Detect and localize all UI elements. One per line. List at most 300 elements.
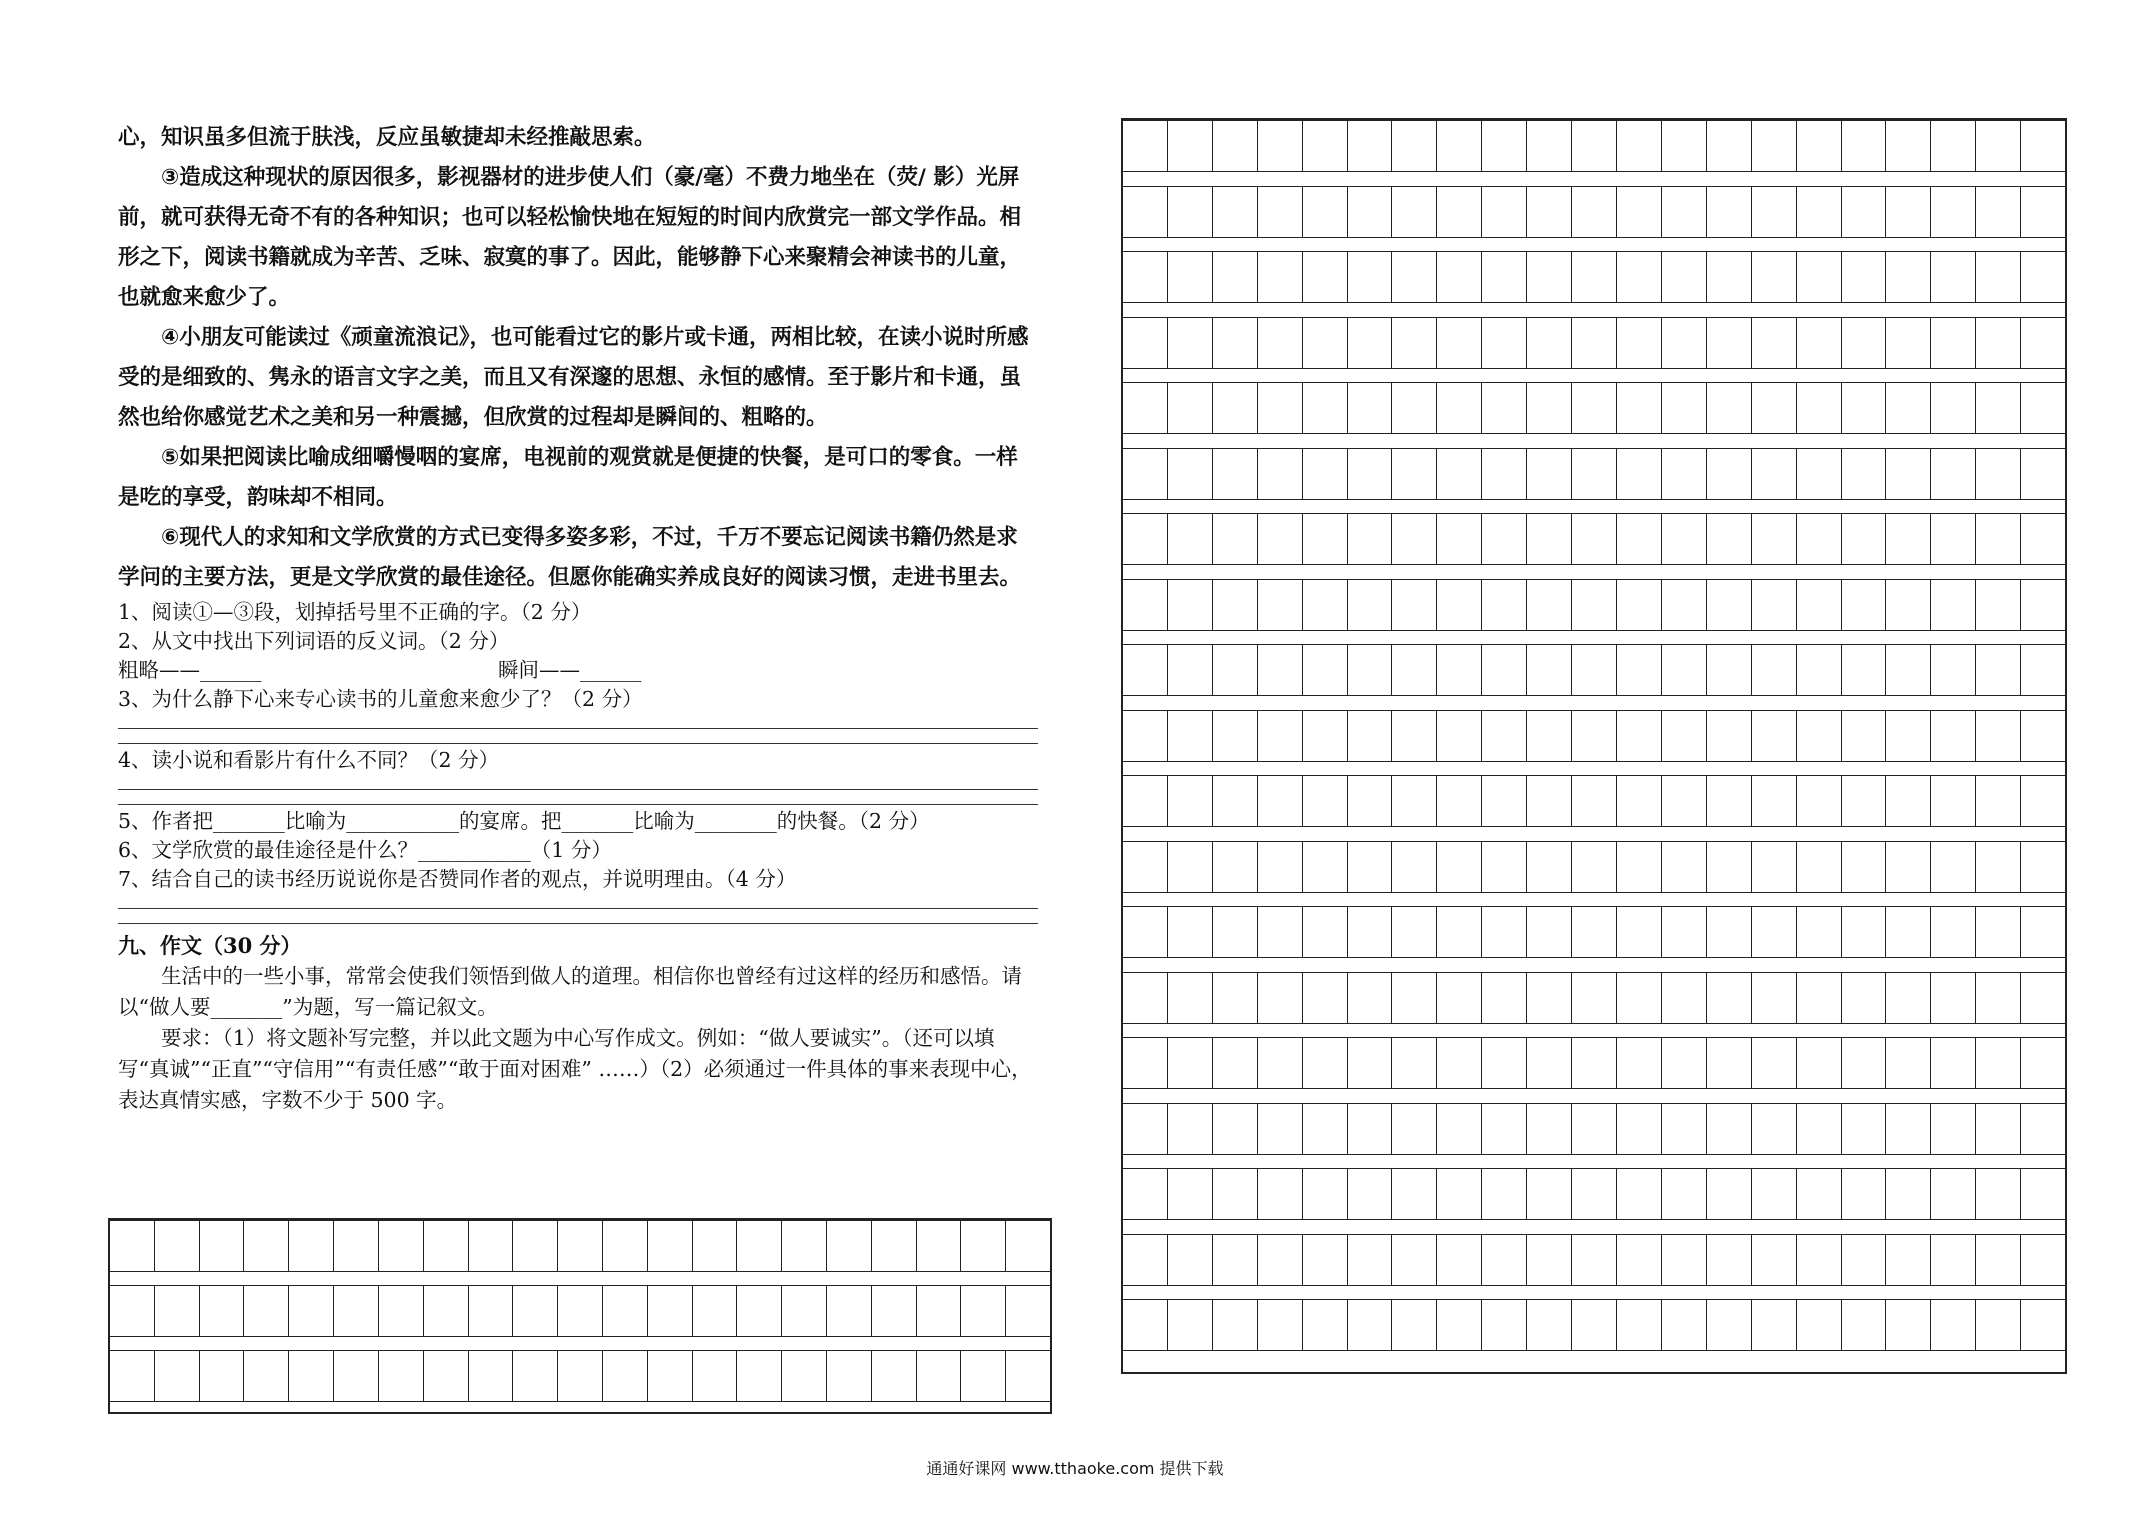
grid-cell[interactable]: [1392, 318, 1437, 368]
grid-cell[interactable]: [1842, 383, 1887, 433]
grid-cell[interactable]: [1437, 1104, 1482, 1154]
grid-cell[interactable]: [155, 1221, 200, 1271]
grid-cell[interactable]: [2021, 1300, 2065, 1350]
grid-cell[interactable]: [1707, 383, 1752, 433]
grid-cell[interactable]: [1303, 1038, 1348, 1088]
grid-cell[interactable]: [1123, 187, 1168, 237]
grid-cell[interactable]: [1348, 383, 1393, 433]
grid-cell[interactable]: [1348, 187, 1393, 237]
grid-cell[interactable]: [1842, 187, 1887, 237]
antonym-blank-1[interactable]: 粗略——______: [118, 658, 262, 682]
grid-cell[interactable]: [1976, 383, 2021, 433]
grid-cell[interactable]: [1527, 252, 1572, 302]
grid-cell[interactable]: [1392, 1235, 1437, 1285]
grid-cell[interactable]: [2021, 580, 2065, 630]
grid-cell[interactable]: [872, 1351, 917, 1401]
grid-cell[interactable]: [1572, 580, 1617, 630]
grid-cell[interactable]: [1707, 1038, 1752, 1088]
grid-cell[interactable]: [1752, 907, 1797, 957]
grid-cell[interactable]: [1527, 1235, 1572, 1285]
grid-cell[interactable]: [1662, 580, 1707, 630]
grid-cell[interactable]: [1258, 1235, 1303, 1285]
grid-cell[interactable]: [917, 1221, 962, 1271]
grid-cell[interactable]: [1931, 1104, 1976, 1154]
grid-cell[interactable]: [1303, 514, 1348, 564]
grid-cell[interactable]: [1752, 842, 1797, 892]
grid-cell[interactable]: [1931, 187, 1976, 237]
grid-cell[interactable]: [1303, 776, 1348, 826]
grid-cell[interactable]: [1303, 711, 1348, 761]
essay-grid-right[interactable]: [1121, 118, 2067, 1374]
grid-cell[interactable]: [1168, 1169, 1213, 1219]
grid-cell[interactable]: [1886, 1235, 1931, 1285]
grid-cell[interactable]: [1707, 514, 1752, 564]
grid-cell[interactable]: [1213, 1235, 1258, 1285]
grid-cell[interactable]: [1348, 252, 1393, 302]
grid-cell[interactable]: [1392, 383, 1437, 433]
grid-cell[interactable]: [1572, 1104, 1617, 1154]
grid-cell[interactable]: [1842, 252, 1887, 302]
grid-cell[interactable]: [1123, 449, 1168, 499]
grid-cell[interactable]: [1348, 711, 1393, 761]
grid-cell[interactable]: [1527, 907, 1572, 957]
grid-cell[interactable]: [1662, 1038, 1707, 1088]
grid-cell[interactable]: [1662, 1300, 1707, 1350]
grid-cell[interactable]: [1842, 514, 1887, 564]
grid-cell[interactable]: [1123, 580, 1168, 630]
grid-cell[interactable]: [2021, 187, 2065, 237]
grid-cell[interactable]: [334, 1221, 379, 1271]
grid-cell[interactable]: [1662, 973, 1707, 1023]
grid-cell[interactable]: [1662, 383, 1707, 433]
grid-cell[interactable]: [1123, 973, 1168, 1023]
grid-cell[interactable]: [1348, 1038, 1393, 1088]
grid-cell[interactable]: [1662, 645, 1707, 695]
grid-cell[interactable]: [1931, 1300, 1976, 1350]
grid-cell[interactable]: [1886, 1300, 1931, 1350]
grid-cell[interactable]: [1392, 514, 1437, 564]
grid-cell[interactable]: [1348, 1104, 1393, 1154]
grid-cell[interactable]: [1348, 973, 1393, 1023]
grid-cell[interactable]: [1797, 711, 1842, 761]
grid-cell[interactable]: [1482, 121, 1527, 171]
grid-cell[interactable]: [1797, 1038, 1842, 1088]
grid-cell[interactable]: [648, 1286, 693, 1336]
grid-cell[interactable]: [1392, 842, 1437, 892]
grid-cell[interactable]: [1842, 1038, 1887, 1088]
grid-cell[interactable]: [2021, 973, 2065, 1023]
grid-cell[interactable]: [1662, 907, 1707, 957]
grid-cell[interactable]: [1707, 1104, 1752, 1154]
grid-cell[interactable]: [1886, 711, 1931, 761]
grid-cell[interactable]: [1213, 1300, 1258, 1350]
grid-cell[interactable]: [1886, 121, 1931, 171]
grid-cell[interactable]: [1752, 1300, 1797, 1350]
grid-cell[interactable]: [1931, 907, 1976, 957]
grid-cell[interactable]: [737, 1286, 782, 1336]
grid-cell[interactable]: [1348, 318, 1393, 368]
grid-cell[interactable]: [200, 1351, 245, 1401]
grid-cell[interactable]: [1931, 1169, 1976, 1219]
grid-cell[interactable]: [1258, 514, 1303, 564]
grid-cell[interactable]: [1437, 776, 1482, 826]
grid-cell[interactable]: [1976, 1300, 2021, 1350]
grid-cell[interactable]: [961, 1351, 1006, 1401]
grid-cell[interactable]: [1931, 776, 1976, 826]
grid-cell[interactable]: [1842, 580, 1887, 630]
grid-cell[interactable]: [1931, 121, 1976, 171]
grid-cell[interactable]: [1348, 1235, 1393, 1285]
grid-cell[interactable]: [1752, 449, 1797, 499]
grid-cell[interactable]: [1527, 514, 1572, 564]
grid-cell[interactable]: [1752, 187, 1797, 237]
grid-cell[interactable]: [1931, 1038, 1976, 1088]
grid-cell[interactable]: [1617, 449, 1662, 499]
grid-cell[interactable]: [1797, 776, 1842, 826]
grid-cell[interactable]: [1213, 449, 1258, 499]
grid-cell[interactable]: [1707, 1300, 1752, 1350]
grid-cell[interactable]: [1258, 580, 1303, 630]
grid-cell[interactable]: [1976, 1038, 2021, 1088]
grid-cell[interactable]: [1123, 842, 1168, 892]
grid-cell[interactable]: [603, 1351, 648, 1401]
grid-cell[interactable]: [1437, 1038, 1482, 1088]
grid-cell[interactable]: [1123, 514, 1168, 564]
grid-cell[interactable]: [244, 1221, 289, 1271]
grid-cell[interactable]: [1527, 383, 1572, 433]
grid-cell[interactable]: [1258, 318, 1303, 368]
grid-cell[interactable]: [1303, 1235, 1348, 1285]
grid-cell[interactable]: [1842, 907, 1887, 957]
grid-cell[interactable]: [693, 1351, 738, 1401]
grid-cell[interactable]: [244, 1286, 289, 1336]
grid-cell[interactable]: [1213, 1169, 1258, 1219]
grid-cell[interactable]: [1797, 1169, 1842, 1219]
grid-cell[interactable]: [693, 1221, 738, 1271]
grid-cell[interactable]: [1482, 1169, 1527, 1219]
grid-cell[interactable]: [1168, 842, 1213, 892]
grid-cell[interactable]: [1886, 187, 1931, 237]
grid-cell[interactable]: [1168, 1300, 1213, 1350]
grid-cell[interactable]: [1348, 907, 1393, 957]
grid-cell[interactable]: [1303, 973, 1348, 1023]
grid-cell[interactable]: [1258, 1104, 1303, 1154]
grid-cell[interactable]: [1976, 711, 2021, 761]
grid-cell[interactable]: [1123, 907, 1168, 957]
grid-cell[interactable]: [1348, 1169, 1393, 1219]
answer-line[interactable]: [118, 909, 1038, 924]
grid-cell[interactable]: [1572, 318, 1617, 368]
grid-cell[interactable]: [1123, 318, 1168, 368]
grid-cell[interactable]: [1752, 580, 1797, 630]
grid-cell[interactable]: [1437, 645, 1482, 695]
grid-cell[interactable]: [1976, 1169, 2021, 1219]
grid-cell[interactable]: [1168, 449, 1213, 499]
grid-cell[interactable]: [1886, 973, 1931, 1023]
grid-cell[interactable]: [1303, 1169, 1348, 1219]
grid-cell[interactable]: [2021, 645, 2065, 695]
grid-cell[interactable]: [1707, 776, 1752, 826]
grid-cell[interactable]: [1392, 645, 1437, 695]
grid-cell[interactable]: [1123, 252, 1168, 302]
grid-cell[interactable]: [1707, 1235, 1752, 1285]
grid-cell[interactable]: [1617, 383, 1662, 433]
grid-cell[interactable]: [1258, 973, 1303, 1023]
grid-cell[interactable]: [1482, 1300, 1527, 1350]
grid-cell[interactable]: [1168, 1235, 1213, 1285]
grid-cell[interactable]: [1258, 711, 1303, 761]
grid-cell[interactable]: [469, 1351, 514, 1401]
grid-cell[interactable]: [1572, 842, 1617, 892]
grid-cell[interactable]: [1527, 1038, 1572, 1088]
grid-cell[interactable]: [1437, 1169, 1482, 1219]
grid-cell[interactable]: [1392, 776, 1437, 826]
grid-cell[interactable]: [379, 1221, 424, 1271]
grid-cell[interactable]: [1797, 383, 1842, 433]
grid-cell[interactable]: [1842, 973, 1887, 1023]
grid-cell[interactable]: [1842, 1235, 1887, 1285]
grid-cell[interactable]: [1168, 187, 1213, 237]
grid-cell[interactable]: [1303, 1300, 1348, 1350]
grid-cell[interactable]: [1303, 907, 1348, 957]
answer-line[interactable]: [118, 894, 1038, 909]
grid-cell[interactable]: [1348, 776, 1393, 826]
grid-cell[interactable]: [1931, 973, 1976, 1023]
grid-cell[interactable]: [1437, 1235, 1482, 1285]
grid-cell[interactable]: [1797, 318, 1842, 368]
grid-cell[interactable]: [1617, 318, 1662, 368]
grid-cell[interactable]: [1168, 580, 1213, 630]
grid-cell[interactable]: [1617, 187, 1662, 237]
grid-cell[interactable]: [1527, 711, 1572, 761]
grid-cell[interactable]: [1392, 973, 1437, 1023]
grid-cell[interactable]: [1617, 252, 1662, 302]
grid-cell[interactable]: [1797, 973, 1842, 1023]
grid-cell[interactable]: [1168, 776, 1213, 826]
grid-cell[interactable]: [1482, 449, 1527, 499]
grid-cell[interactable]: [1006, 1221, 1050, 1271]
grid-cell[interactable]: [1662, 711, 1707, 761]
grid-cell[interactable]: [1707, 449, 1752, 499]
grid-cell[interactable]: [1348, 842, 1393, 892]
grid-cell[interactable]: [1617, 907, 1662, 957]
grid-cell[interactable]: [1797, 580, 1842, 630]
grid-cell[interactable]: [1527, 1300, 1572, 1350]
grid-cell[interactable]: [1617, 121, 1662, 171]
grid-cell[interactable]: [603, 1286, 648, 1336]
grid-cell[interactable]: [1482, 1038, 1527, 1088]
grid-cell[interactable]: [827, 1351, 872, 1401]
grid-cell[interactable]: [782, 1351, 827, 1401]
grid-cell[interactable]: [424, 1351, 469, 1401]
grid-cell[interactable]: [1258, 187, 1303, 237]
grid-cell[interactable]: [1392, 252, 1437, 302]
grid-cell[interactable]: [1931, 842, 1976, 892]
grid-cell[interactable]: [200, 1286, 245, 1336]
grid-cell[interactable]: [1258, 645, 1303, 695]
grid-cell[interactable]: [110, 1351, 155, 1401]
grid-cell[interactable]: [513, 1221, 558, 1271]
grid-cell[interactable]: [2021, 383, 2065, 433]
grid-cell[interactable]: [1482, 842, 1527, 892]
grid-cell[interactable]: [1662, 1169, 1707, 1219]
grid-cell[interactable]: [1123, 645, 1168, 695]
grid-cell[interactable]: [1437, 252, 1482, 302]
grid-cell[interactable]: [1348, 449, 1393, 499]
grid-cell[interactable]: [1617, 1235, 1662, 1285]
grid-cell[interactable]: [1392, 187, 1437, 237]
grid-cell[interactable]: [1842, 121, 1887, 171]
grid-cell[interactable]: [1572, 973, 1617, 1023]
grid-cell[interactable]: [1168, 711, 1213, 761]
grid-cell[interactable]: [513, 1286, 558, 1336]
grid-cell[interactable]: [1572, 252, 1617, 302]
grid-cell[interactable]: [155, 1286, 200, 1336]
grid-cell[interactable]: [1213, 580, 1258, 630]
grid-cell[interactable]: [737, 1221, 782, 1271]
grid-cell[interactable]: [1886, 776, 1931, 826]
grid-cell[interactable]: [1168, 383, 1213, 433]
grid-cell[interactable]: [1886, 907, 1931, 957]
grid-cell[interactable]: [1617, 645, 1662, 695]
grid-cell[interactable]: [1707, 318, 1752, 368]
grid-cell[interactable]: [1797, 514, 1842, 564]
grid-cell[interactable]: [1886, 1038, 1931, 1088]
grid-cell[interactable]: [2021, 776, 2065, 826]
grid-cell[interactable]: [1168, 1104, 1213, 1154]
grid-cell[interactable]: [2021, 121, 2065, 171]
grid-cell[interactable]: [1006, 1286, 1050, 1336]
grid-cell[interactable]: [917, 1351, 962, 1401]
grid-cell[interactable]: [1572, 121, 1617, 171]
grid-cell[interactable]: [1617, 514, 1662, 564]
grid-cell[interactable]: [1752, 121, 1797, 171]
grid-cell[interactable]: [1213, 907, 1258, 957]
grid-cell[interactable]: [1752, 711, 1797, 761]
grid-cell[interactable]: [1213, 318, 1258, 368]
grid-cell[interactable]: [1437, 907, 1482, 957]
answer-line[interactable]: [118, 775, 1038, 790]
grid-cell[interactable]: [1617, 973, 1662, 1023]
grid-cell[interactable]: [1527, 1169, 1572, 1219]
grid-cell[interactable]: [1707, 973, 1752, 1023]
grid-cell[interactable]: [1976, 121, 2021, 171]
grid-cell[interactable]: [1976, 842, 2021, 892]
grid-cell[interactable]: [1482, 1104, 1527, 1154]
grid-cell[interactable]: [648, 1221, 693, 1271]
answer-line[interactable]: [118, 790, 1038, 805]
grid-cell[interactable]: [1482, 711, 1527, 761]
grid-cell[interactable]: [1707, 711, 1752, 761]
grid-cell[interactable]: [1931, 645, 1976, 695]
grid-cell[interactable]: [1437, 187, 1482, 237]
answer-line[interactable]: [118, 729, 1038, 744]
grid-cell[interactable]: [2021, 1038, 2065, 1088]
grid-cell[interactable]: [1123, 1038, 1168, 1088]
grid-cell[interactable]: [1527, 121, 1572, 171]
grid-cell[interactable]: [1707, 580, 1752, 630]
grid-cell[interactable]: [1752, 645, 1797, 695]
grid-cell[interactable]: [1437, 711, 1482, 761]
grid-cell[interactable]: [1168, 907, 1213, 957]
grid-cell[interactable]: [1842, 842, 1887, 892]
grid-cell[interactable]: [1752, 514, 1797, 564]
grid-cell[interactable]: [1482, 187, 1527, 237]
grid-cell[interactable]: [1348, 580, 1393, 630]
grid-cell[interactable]: [558, 1286, 603, 1336]
grid-cell[interactable]: [1842, 711, 1887, 761]
grid-cell[interactable]: [1617, 1038, 1662, 1088]
grid-cell[interactable]: [1752, 318, 1797, 368]
antonym-blank-2[interactable]: 瞬间——______: [498, 658, 642, 682]
grid-cell[interactable]: [1886, 514, 1931, 564]
grid-cell[interactable]: [1482, 1235, 1527, 1285]
grid-cell[interactable]: [1931, 383, 1976, 433]
grid-cell[interactable]: [1572, 1300, 1617, 1350]
grid-cell[interactable]: [1482, 973, 1527, 1023]
grid-cell[interactable]: [1213, 1038, 1258, 1088]
grid-cell[interactable]: [1123, 1104, 1168, 1154]
grid-cell[interactable]: [289, 1286, 334, 1336]
grid-cell[interactable]: [1976, 449, 2021, 499]
grid-cell[interactable]: [1303, 252, 1348, 302]
grid-cell[interactable]: [1348, 645, 1393, 695]
grid-cell[interactable]: [1662, 1104, 1707, 1154]
grid-cell[interactable]: [2021, 514, 2065, 564]
grid-cell[interactable]: [1303, 318, 1348, 368]
grid-cell[interactable]: [1752, 252, 1797, 302]
grid-cell[interactable]: [1213, 711, 1258, 761]
grid-cell[interactable]: [1707, 842, 1752, 892]
grid-cell[interactable]: [1662, 252, 1707, 302]
grid-cell[interactable]: [1842, 318, 1887, 368]
grid-cell[interactable]: [1572, 645, 1617, 695]
grid-cell[interactable]: [379, 1286, 424, 1336]
grid-cell[interactable]: [1123, 711, 1168, 761]
grid-cell[interactable]: [1976, 187, 2021, 237]
grid-cell[interactable]: [1931, 580, 1976, 630]
grid-cell[interactable]: [1707, 187, 1752, 237]
grid-cell[interactable]: [1886, 1104, 1931, 1154]
grid-cell[interactable]: [513, 1351, 558, 1401]
grid-cell[interactable]: [1437, 842, 1482, 892]
grid-cell[interactable]: [1797, 1104, 1842, 1154]
grid-cell[interactable]: [1886, 842, 1931, 892]
grid-cell[interactable]: [1482, 252, 1527, 302]
grid-cell[interactable]: [2021, 842, 2065, 892]
grid-cell[interactable]: [1617, 1169, 1662, 1219]
grid-cell[interactable]: [1752, 776, 1797, 826]
grid-cell[interactable]: [1213, 842, 1258, 892]
grid-cell[interactable]: [155, 1351, 200, 1401]
grid-cell[interactable]: [1258, 252, 1303, 302]
grid-cell[interactable]: [1527, 645, 1572, 695]
grid-cell[interactable]: [2021, 1104, 2065, 1154]
grid-cell[interactable]: [1572, 1235, 1617, 1285]
essay-grid-left[interactable]: [108, 1218, 1052, 1414]
grid-cell[interactable]: [1797, 121, 1842, 171]
grid-cell[interactable]: [1527, 187, 1572, 237]
grid-cell[interactable]: [1437, 121, 1482, 171]
grid-cell[interactable]: [1842, 776, 1887, 826]
grid-cell[interactable]: [1392, 1169, 1437, 1219]
grid-cell[interactable]: [1886, 645, 1931, 695]
grid-cell[interactable]: [1797, 187, 1842, 237]
grid-cell[interactable]: [1168, 645, 1213, 695]
grid-cell[interactable]: [289, 1221, 334, 1271]
grid-cell[interactable]: [1527, 1104, 1572, 1154]
grid-cell[interactable]: [1213, 383, 1258, 433]
